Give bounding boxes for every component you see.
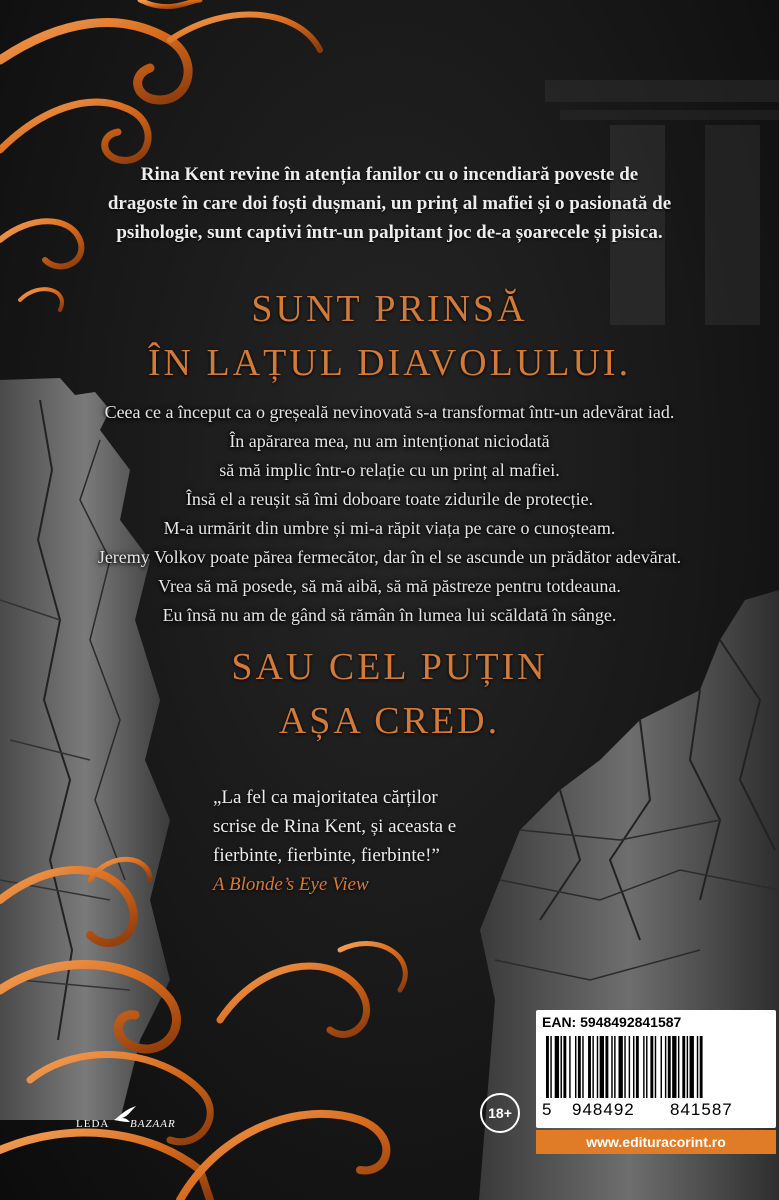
top-left-ornament bbox=[0, 0, 320, 310]
headline-line: SAU CEL PUȚIN bbox=[231, 646, 548, 688]
barcode-icon bbox=[546, 1036, 764, 1098]
review-quote bbox=[213, 783, 513, 899]
body-line: Ceea ce a început ca o greșeală nevinovată s-a transformat într-un adevărat iad. bbox=[104, 402, 675, 422]
blurb-line: psihologie, sunt captivi într-un palpitant joc de-a șoarecele și pisica. bbox=[116, 222, 663, 243]
body-line: M-a urmărit din umbre și mi-a răpit viața pe care o cunoșteam. bbox=[163, 518, 616, 538]
blurb-line: Rina Kent revine în atenția fanilor cu o incendiară poveste de bbox=[140, 164, 639, 185]
headline-line: ÎN LAȚUL DIAVOLULUI. bbox=[147, 342, 632, 384]
cover-body-text bbox=[0, 398, 779, 630]
cover-blurb bbox=[0, 160, 779, 247]
body-line: În apărarea mea, nu am intenționat niciodată bbox=[229, 431, 550, 451]
body-line: Eu însă nu am de gând să rămân în lumea lui scăldată în sânge. bbox=[162, 605, 617, 625]
body-line: Însă el a reușit să îmi doboare toate zidurile de protecție. bbox=[185, 489, 594, 509]
quote-line: fierbinte, fierbinte, fierbinte!” bbox=[213, 845, 440, 866]
blurb-line: dragoste în care doi foști dușmani, un prinț al mafiei și o pasionată de bbox=[107, 193, 672, 214]
barcode-box bbox=[536, 1010, 776, 1128]
publisher-website[interactable]: www.edituracorint.ro bbox=[536, 1130, 776, 1154]
headline-top bbox=[0, 282, 779, 390]
barcode-digit-group: 5 bbox=[542, 1100, 553, 1119]
quote-line: „La fel ca majoritatea cărților bbox=[213, 787, 438, 808]
headline-bottom bbox=[0, 640, 779, 748]
body-line: să mă implic într-o relație cu un prinț al mafiei. bbox=[219, 460, 560, 480]
body-line: Jeremy Volkov poate părea fermecător, dar în el se ascunde un prădător adevărat. bbox=[97, 547, 682, 567]
headline-line: AȘA CRED. bbox=[278, 700, 501, 742]
headline-line: SUNT PRINSĂ bbox=[251, 288, 528, 330]
publisher-name-part2: BAZAAR bbox=[130, 1118, 176, 1130]
barcode-digit-group: 948492 bbox=[572, 1100, 635, 1119]
quote-source: A Blonde’s Eye View bbox=[213, 874, 369, 895]
quote-line: scrise de Rina Kent, și aceasta e bbox=[213, 816, 457, 837]
age-rating-badge: 18+ bbox=[480, 1093, 520, 1133]
barcode-digit-group: 841587 bbox=[670, 1100, 733, 1119]
body-line: Vrea să mă posede, să mă aibă, să mă păstreze pentru totdeauna. bbox=[158, 576, 621, 596]
ean-label: EAN: 5948492841587 bbox=[542, 1014, 682, 1030]
publisher-name-part1: LEDA bbox=[76, 1118, 110, 1130]
